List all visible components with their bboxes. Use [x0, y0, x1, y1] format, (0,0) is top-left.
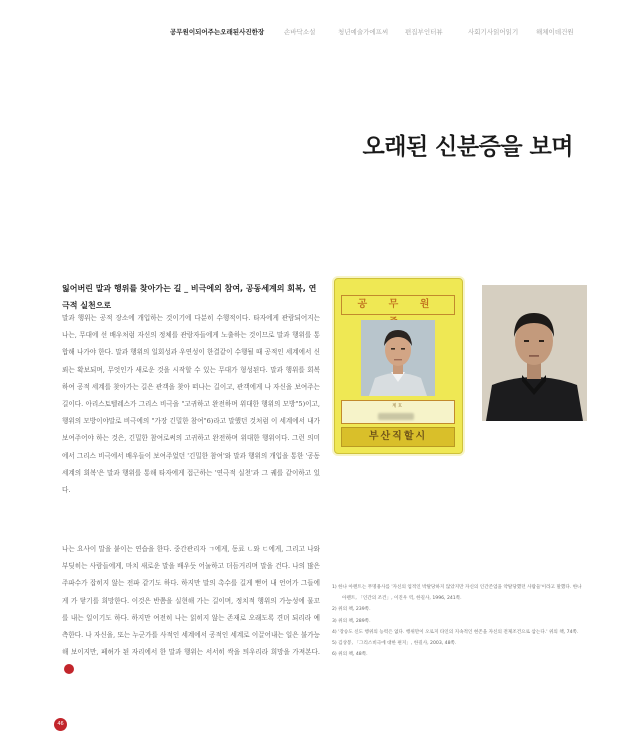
- id-card-name-redacted: [378, 413, 414, 420]
- id-card-footer: 부산직할시: [341, 427, 455, 447]
- id-card-title: 공 무 원: [341, 295, 455, 315]
- footnote: 3) 위의 책, 289쪽.: [332, 618, 371, 624]
- footnotes: [332, 582, 582, 660]
- footnote: 4) '장승도 신도 행위의 능력은 없다. 행위만이 오로지 타인의 지속적인 현존을 자신의 전제조건으로 삼는다.' 위의 책, 74쪽.: [332, 629, 579, 635]
- section-heading: 잃어버린 말과 행위를 찾아가는 길 _ 비극에의 참여, 공동세계의 회복, 연극적 실천으로: [62, 284, 317, 310]
- nav-item-current[interactable]: 공무원이되어주는오래된사진한장: [170, 28, 265, 36]
- page-number: 46: [54, 718, 67, 731]
- id-card-name-field: [341, 400, 455, 424]
- page-title: 오래된 신분증을 보며: [362, 134, 573, 160]
- nav-item-editor-interview[interactable]: 편집부인터뷰: [405, 28, 443, 36]
- end-mark-icon: [64, 664, 74, 674]
- nav-item-young-artist[interactable]: 청년예술가에프씨: [338, 28, 389, 36]
- nav-item-palm-novel[interactable]: 손바닥소설: [284, 28, 316, 36]
- footnote: 6) 위의 책, 48쪽.: [332, 652, 368, 658]
- nav-item-last[interactable]: 해체이데건원: [536, 28, 574, 36]
- id-card-portrait-photo: [361, 320, 435, 396]
- paragraph-1: 말과 행위는 공적 장소에 개입하는 것이기에 다분히 수행적이다. 타자에게 관람되어지는 나는, 무대에 선 배우처럼 자신의 정체를 관람자들에게 노출하는 것이므로 말과 행위를 통합해 나가야 한다. 말과 행위의 일회성과 우연성이 한결같이 수행될 때 공적인 세계에서 신뢰는 확보되며, 무엇인가 새로운 것을 시작할 수 있는 무대가 형성된다. 말과 행위를 회복하여 공적 세계를 찾아가는 길은 관객을 찾아 떠나는 길이고, 관객에게 나 자신을 보여주는 길이다. 아리스토텔레스가 그리스 비극을 "고귀하고 완전하며 위대한 행위의 모방"5)이고, 행위의 모방이야말로 비극에의 "가장 긴밀한 참여"6)라고 말했던 것처럼 이 세계에서 내가 보여주어야 하는 것은, 긴밀한 참여로써의 고귀하고 완전하며 위대한 행위이다. 그런 의미에서 그리스 비극에서 배우들이 보여주었던 '긴밀한 참여'와 말과 행위의 개입을 통한 '공동세계의 회복'은 말과 행위를 통해 타자에게 접근하는 '연극적 실천'과 그 궤를 같이하고 있다.: [62, 314, 320, 495]
- footnote: 5) 김상봉, 「그리스비극에 대한 편지」, 한길사, 2003, 48쪽.: [332, 641, 457, 647]
- paragraph-2-text: 나는 요사이 말을 붙이는 연습을 한다. 중간관리자 ㄱ에게, 동료 ㄴ와 ㄷ에게, 그리고 나와 부딪히는 사람들에게, 마치 새로운 말을 배우듯 어눌하고 더듬거리며 말을 건다. 나의 많은 주파수가 잡히지 않는 전파 같기도 하다. 하지만 말의 촉수를 길게 뻗어 내 언어가 그들에게 가 닿기를 희망한다. 이것은 반쯤을 실현해 가는 길이며, 정치적 행위의 가능성에 물꼬를 내는 일이기도 하다. 하지만 여전히 나는 읽히지 않는 존재로 오래도록 견뎌 되리라 예측한다. 나 자신을, 또는 누군가를 사적인 세계에서 공적인 세계로 이끌어내는 일은 불가능해 보이지만, 페허가 된 자리에서 한 말과 행위는 서서히 싹을 틔우리라 희망을 가져본다.: [62, 545, 320, 657]
- nav-item-social-article[interactable]: 사회기사읽어읽기: [468, 28, 519, 36]
- footnote: 1) 한나 아렌트는 무명용사를 '자신의 업적인 박탈당하지 않았지만 자신의 인간존엄을 약탈당했던 사람들'이라고 말했다. 한나 아렌트, 「인간의 조건」, 이진우 역, 한길사, 1996, 241쪽.: [332, 585, 582, 602]
- footnote: 2) 위의 책, 239쪽.: [332, 607, 371, 613]
- top-navigation: [0, 27, 619, 39]
- id-card-field-label: 계 호: [392, 404, 403, 409]
- school-uniform-photo: [482, 285, 587, 421]
- paragraph-2: [62, 541, 320, 679]
- civil-servant-id-card: [334, 278, 463, 454]
